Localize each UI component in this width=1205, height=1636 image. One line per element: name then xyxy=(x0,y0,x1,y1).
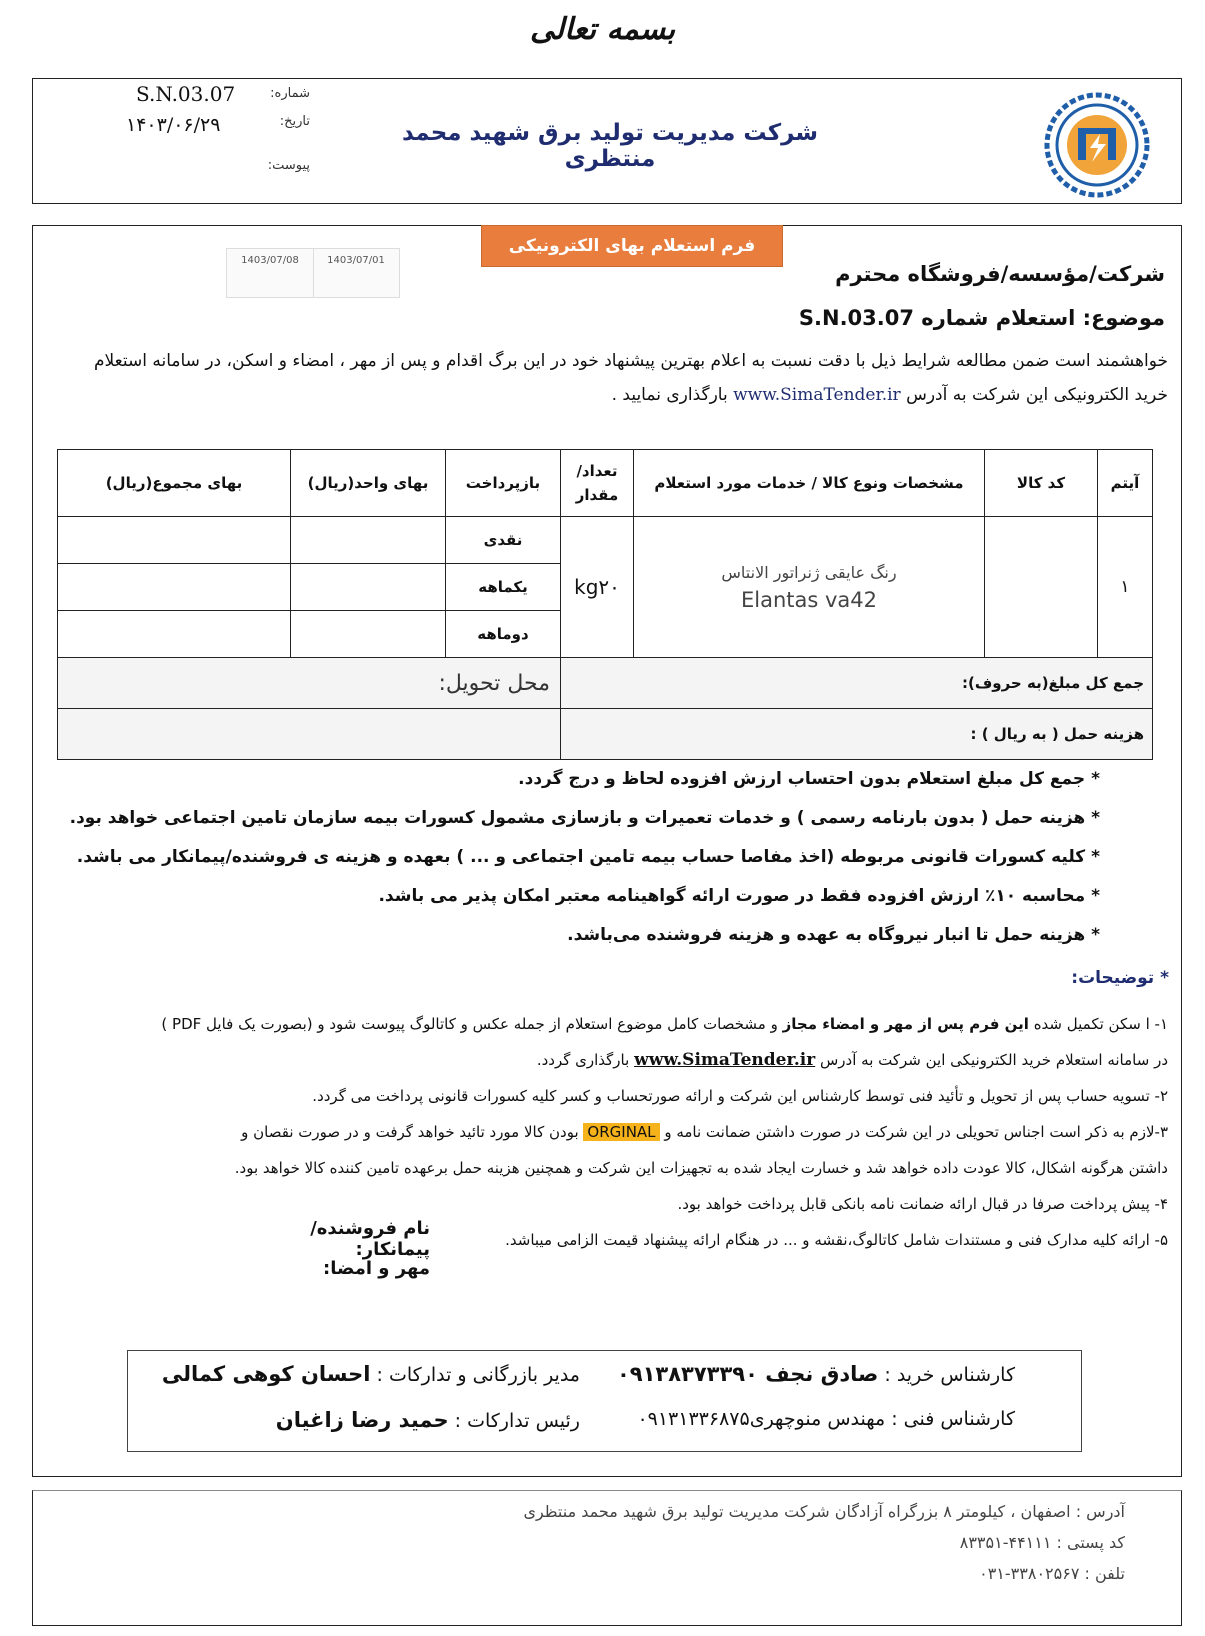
total-price-one-month[interactable] xyxy=(58,564,291,611)
explanation-5: ۵- ارائه کلیه مدارک فنی و مستندات شامل کاتالوگ،نقشه و ... در هنگام ارائه پیشنهاد قیمت الزامی میباشد. xyxy=(505,1231,1168,1249)
explanation-1-cont: در سامانه استعلام خرید الکترونیکی این شرکت به آدرس www.SimaTender.ir بارگذاری گردد. xyxy=(536,1050,1168,1070)
date-value: ۱۴۰۳/۰۶/۲۹ xyxy=(126,114,221,136)
table-row xyxy=(58,517,1153,564)
explanation-2: ۲- تسویه حساب پس از تحویل و تأئید فنی توسط کارشناس این شرکت و ارائه صورتحساب و کسر کلیه کسورات قانونی پرداخت می گردد. xyxy=(312,1087,1168,1105)
payment-one-month: یکماهه xyxy=(446,564,561,611)
shipping-label: هزینه حمل ( به ریال ) : xyxy=(561,709,1153,760)
subject-line: موضوع: استعلام شماره S.N.03.07 xyxy=(798,306,1165,330)
original-highlight: ORGINAL xyxy=(583,1123,659,1141)
salutation: شرکت/مؤسسه/فروشگاه محترم xyxy=(835,262,1165,286)
row-spec-cell xyxy=(634,517,985,658)
total-label: جمع کل مبلغ(به حروف): xyxy=(561,658,1153,709)
seal-label: مهر و امضا: xyxy=(323,1258,430,1279)
explanation-3: ۳-لازم به ذکر است اجناس تحویلی در این شرکت در صورت داشتن ضمانت نامه و ORGINAL بودن کالا مورد تائید خواهد گرفت و در صورت نقصان و xyxy=(241,1123,1168,1141)
date-label: تاریخ: xyxy=(279,114,310,129)
explanations-list xyxy=(36,1006,1168,1258)
end-date: 1403/07/08 xyxy=(241,255,299,266)
note-item: * هزینه حمل تا انبار نیروگاه به عهده و هزینه فروشنده می‌باشد. xyxy=(567,925,1100,945)
date-range-box xyxy=(226,248,400,298)
col-spec: مشخصات ونوع کالا / خدمات مورد استعلام xyxy=(634,450,985,517)
intro-line-2: خرید الکترونیکی این شرکت به آدرس www.SimaTender.ir بارگذاری نمایید . xyxy=(611,385,1168,405)
col-qty: تعداد/ مقدار xyxy=(561,450,634,517)
number-label: شماره: xyxy=(270,86,310,101)
row-qty-cell: kg۲۰ xyxy=(561,517,634,658)
spec-persian: رنگ عایقی ژنراتور الانتاس xyxy=(721,562,897,582)
total-price-cash[interactable] xyxy=(58,517,291,564)
shipping-row xyxy=(58,709,1153,760)
notes-list xyxy=(60,760,1100,955)
col-payment: بازپرداخت xyxy=(446,450,561,517)
simatender-link[interactable]: www.SimaTender.ir xyxy=(733,385,901,405)
col-item: آیتم xyxy=(1098,450,1153,517)
row-code-cell[interactable] xyxy=(985,517,1098,658)
total-row xyxy=(58,658,1153,709)
buyer-contact: کارشناس خرید : صادق نجف ۰۹۱۳۸۳۷۳۳۹۰ xyxy=(616,1362,1015,1386)
payment-cash: نقدی xyxy=(446,517,561,564)
items-table xyxy=(57,449,1153,760)
note-item: * جمع کل مبلغ استعلام بدون احتساب ارزش افزوده لحاظ و درج گردد. xyxy=(518,769,1100,789)
explanation-3-cont: داشتن هرگونه اشکال، کالا عودت داده خواهد شد و خسارت ایجاد شده به تجهیزات این شرکت و همچنین هزینه حمل برعهده تامین کننده کالا خواهد بود. xyxy=(234,1159,1168,1177)
unit-price-two-month[interactable] xyxy=(291,611,446,658)
intro-paragraph xyxy=(36,344,1168,412)
explanation-4: ۴- پیش پرداخت صرفا در قبال ارائه ضمانت نامه بانکی قابل پرداخت خواهد بود. xyxy=(677,1195,1168,1213)
footer-info xyxy=(225,1496,1125,1589)
note-item: * هزینه حمل ( بدون بارنامه رسمی ) و خدمات تعمیرات و بازسازی مشمول کسورات بیمه سازمان تامین اجتماعی خواهد بود. xyxy=(69,808,1100,828)
row-item-number: ۱ xyxy=(1098,517,1153,658)
vendor-name-label: نام فروشنده/پیمانکار: xyxy=(310,1218,430,1260)
explanation-1: ۱- ا سکن تکمیل شده این فرم پس از مهر و امضاء مجاز و مشخصات کامل موضوع استعلام از جمله عکس و کاتالوگ پیوست شود و (بصورت یک فایل PDF ) xyxy=(161,1015,1168,1033)
note-item: * کلیه کسورات قانونی مربوطه (اخذ مفاصا حساب بیمه تامین اجتماعی و ... ) بعهده و هزینه ی فروشنده/پیمانکار می باشد. xyxy=(76,847,1100,867)
company-name: شرکت مدیریت تولید برق شهید محمد منتظری xyxy=(401,120,818,172)
procurement-head: رئیس تدارکات : حمید رضا زاغیان xyxy=(275,1408,580,1432)
payment-two-month: دوماهه xyxy=(446,611,561,658)
col-unit-price: بهای واحد(ریال) xyxy=(291,450,446,517)
spec-english: Elantas va42 xyxy=(740,587,878,612)
delivery-label: محل تحویل: xyxy=(58,658,561,709)
footer-phone: تلفن : ۳۳۸۰۲۵۶۷-۰۳۱ xyxy=(979,1564,1125,1583)
bismillah-heading: بسمه تعالی xyxy=(529,12,676,47)
start-date: 1403/07/01 xyxy=(327,255,385,266)
simatender-link-2[interactable]: www.SimaTender.ir xyxy=(634,1050,816,1070)
note-item: * محاسبه ۱۰٪ ارزش افزوده فقط در صورت ارائه گواهینامه معتبر امکان پذیر می باشد. xyxy=(378,886,1100,906)
col-total-price: بهای مجموع(ریال) xyxy=(58,450,291,517)
total-price-two-month[interactable] xyxy=(58,611,291,658)
unit-price-cash[interactable] xyxy=(291,517,446,564)
table-header-row xyxy=(58,450,1153,517)
company-logo-icon xyxy=(1042,90,1152,200)
footer-postal: کد پستی : ۴۴۱۱۱-۸۳۳۵۱ xyxy=(959,1533,1125,1552)
col-code: کد کالا xyxy=(985,450,1098,517)
shipping-value[interactable] xyxy=(58,709,561,760)
footer-address: آدرس : اصفهان ، کیلومتر ۸ بزرگراه آزادگان شرکت مدیریت تولید برق شهید محمد منتظری xyxy=(523,1502,1125,1521)
intro-line-1: خواهشمند است ضمن مطالعه شرایط ذیل با دقت نسبت به اعلام بهترین پیشنهاد خود در این برگ اقدام و پس از مهر ، امضاء و اسکن، در سامانه استعلام xyxy=(94,351,1168,371)
unit-price-one-month[interactable] xyxy=(291,564,446,611)
tech-contact: کارشناس فنی : مهندس منوچهری۰۹۱۳۱۳۳۶۸۷۵ xyxy=(637,1408,1015,1430)
number-value: S.N.03.07 xyxy=(136,82,236,106)
attachment-label: پیوست: xyxy=(267,158,310,173)
commerce-manager: مدیر بازرگانی و تدارکات : احسان کوهی کمالی xyxy=(161,1362,580,1386)
explanations-title: * توضیحات: xyxy=(1071,968,1169,988)
form-title-banner: فرم استعلام بهای الکترونیکی xyxy=(481,225,783,267)
